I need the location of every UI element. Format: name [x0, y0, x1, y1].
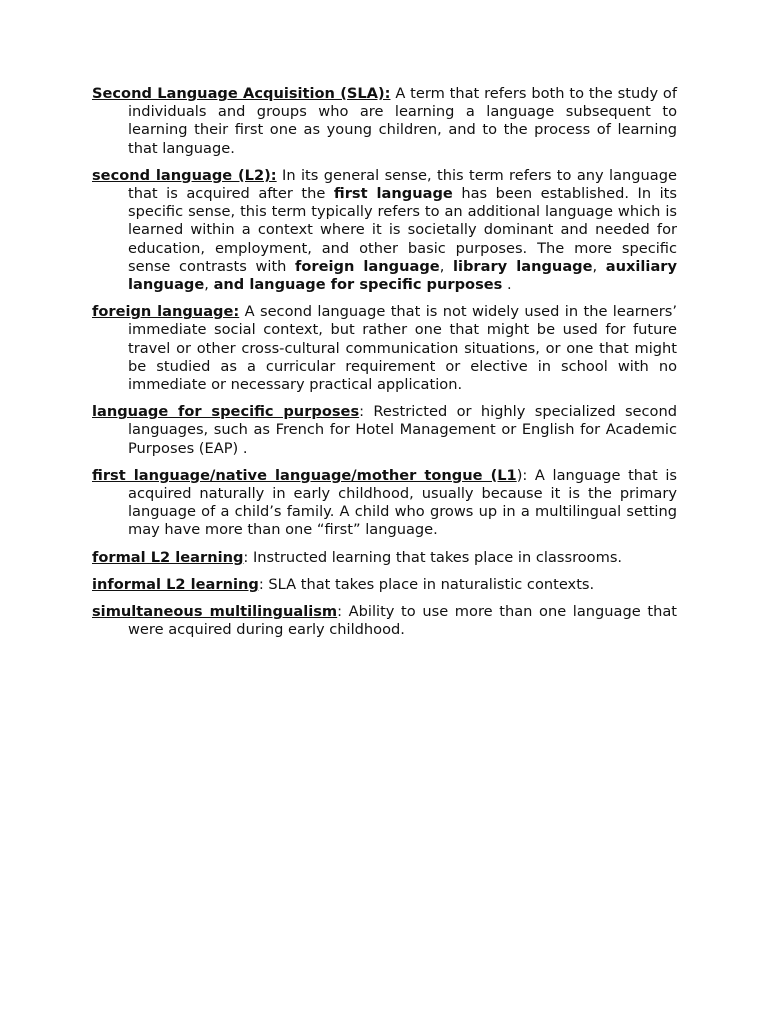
glossary-term: foreign language:: [92, 303, 240, 321]
glossary-definition: : SLA that takes place in naturalistic contexts.: [258, 575, 595, 593]
glossary-definition: has been established. In its specific sense, this term typically refers to an additional language which is learned within a context where it is societally dominant and needed for education, employment, and other basic purposes. The more specific sense contrasts with: [128, 185, 677, 275]
bold-term: library language: [452, 257, 593, 275]
bold-term: foreign language: [295, 257, 440, 275]
separator: ,: [439, 257, 453, 275]
glossary-definition: In its general sense, this term refers to any language that is acquired after the: [128, 166, 677, 203]
glossary-definition: A term that refers both to the study of individuals and groups who are learning a language subsequent to learning their first one as young children, and to the process of learning that language.: [128, 85, 678, 157]
glossary-term: simultaneous multilingualism: [92, 603, 338, 621]
glossary-term: informal L2 learning: [92, 575, 259, 593]
glossary-entry-sla: [92, 85, 677, 158]
bold-term: first language: [333, 185, 453, 203]
glossary-entry-informal-l2: [92, 576, 677, 594]
glossary-entry-lsp: [92, 403, 677, 458]
glossary-term: second language (L2):: [92, 166, 277, 184]
glossary-definition: .: [502, 276, 512, 294]
bold-term: auxiliary language: [128, 257, 677, 294]
glossary-definition: : Instructed learning that takes place in classrooms.: [243, 548, 623, 566]
glossary-entry-foreign-language: [92, 303, 677, 394]
glossary-term: first language/native language/mother tongue (L1: [92, 466, 517, 484]
glossary-term: formal L2 learning: [92, 548, 244, 566]
separator: ,: [204, 276, 214, 294]
glossary-definition: A second language that is not widely used in the learners’ immediate social context, but rather one that might be used for future travel or other cross-cultural communication situations, or one that might be studied as a curricular requirement or elective in school with no immediate or necessary practical application.: [128, 303, 677, 394]
glossary: [92, 85, 677, 648]
glossary-definition: ): A language that is acquired naturally in early childhood, usually because it is the primary language of a child’s family. A child who grows up in a multilingual setting may have more than one “first” language.: [128, 466, 677, 539]
glossary-entry-simultaneous-multilingualism: [92, 603, 677, 639]
separator: ,: [592, 257, 606, 275]
glossary-definition: : Ability to use more than one language that were acquired during early childhood.: [128, 603, 677, 639]
glossary-entry-second-language: [92, 167, 677, 294]
glossary-definition: : Restricted or highly specialized second languages, such as French for Hotel Management or English for Academic Purposes (EAP) .: [128, 403, 677, 457]
bold-term: and language for specific purposes: [213, 276, 503, 294]
glossary-term: Second Language Acquisition (SLA):: [92, 85, 391, 102]
glossary-entry-formal-l2: [92, 549, 677, 567]
glossary-entry-first-language: [92, 467, 677, 540]
glossary-term: language for specific purposes: [92, 403, 360, 421]
